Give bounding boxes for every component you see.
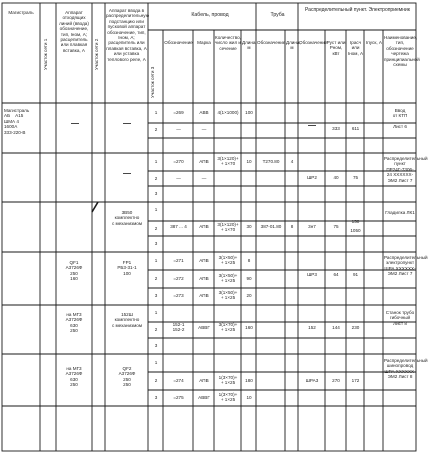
row4c-cable-des: =273 bbox=[173, 293, 184, 298]
row4-cable-cores: 3(1×50)+ + 1×25 bbox=[218, 255, 238, 266]
row4b-cable-cores: 3(1×50)+ + 1×25 bbox=[218, 273, 238, 284]
row3-pipe-des: 387-01.80 bbox=[260, 224, 282, 229]
row2-n2: 2 bbox=[154, 176, 158, 181]
row5-current: 230 bbox=[351, 325, 360, 330]
row6-cable-brand: АПВ bbox=[199, 378, 209, 383]
row6b-cable-brand: АВВГ bbox=[198, 395, 210, 400]
row3-n: 1 bbox=[154, 207, 158, 212]
row5-cable-des: 152-1 152-2 bbox=[172, 322, 185, 333]
row3-cable-length: 30 bbox=[246, 224, 252, 229]
row6-name: Распределительный шинопровод ШРА ХХХХХХ-ЭМ2 Лист 8 bbox=[384, 358, 428, 380]
header-pipe-designation: Обозначение bbox=[257, 40, 286, 45]
header-apparatus-in: Аппарат отходящих линий (ввода) обозначение, тип, Iном, А; расцепитель или плавкая вставка, А bbox=[59, 10, 89, 53]
row2-rec-des: ШР2 bbox=[307, 175, 317, 180]
row4b-cable-brand: АПВ bbox=[199, 276, 209, 281]
row1-current: 611 bbox=[351, 126, 360, 131]
row2-cable-des: =270 bbox=[173, 159, 184, 164]
header-rec-name: Наименование, тип, обозначение чертежа принципиальной схемы bbox=[384, 35, 420, 68]
header-cable-length: Длина, м bbox=[242, 40, 257, 51]
header-cable-group: Кабель, провод bbox=[191, 12, 229, 18]
row1-rec-des: — bbox=[308, 121, 316, 130]
row6-apparatus-in: на МГ3 А3726Ф 630 250 bbox=[65, 366, 83, 388]
row6-n3: 3 bbox=[154, 395, 158, 400]
row6b-cable-des: =275 bbox=[173, 395, 184, 400]
row5-name: Станок трубо гибочный Лист 8 bbox=[385, 310, 415, 326]
row1-n: 1 bbox=[154, 110, 158, 115]
row4-n: 1 bbox=[154, 258, 158, 263]
row4-n2: 2 bbox=[154, 276, 158, 281]
row3-cable-cores: 3(1×120)+ + 1×70 bbox=[217, 222, 239, 233]
row1-cable-cores: 4(1×1000) bbox=[217, 110, 239, 115]
row4c-cable-length: 20 bbox=[246, 293, 252, 298]
row4c-cable-brand: АПВ bbox=[199, 293, 209, 298]
row6-apparatus-start: QF2 А3726Ф 250 250 bbox=[118, 366, 136, 388]
row2-n3: 3 bbox=[154, 191, 158, 196]
row1-name: Ввод от КТП Лист 6 bbox=[392, 108, 408, 130]
header-rec-power: Руст или Рном, кВт bbox=[326, 40, 346, 56]
row6-rec-des: ШРА3 bbox=[305, 378, 319, 383]
row4-name: Распределительный электропункт ШРА ХХХХХХ-ЭМ2 Лист 7 bbox=[384, 255, 428, 277]
header-col-no-3: Участок сети 3 bbox=[150, 66, 155, 98]
row2-name: Распределительный пункт ПР24Г-7306-24 ХХХХХХ-ЭМ2 Лист 7 bbox=[384, 156, 428, 183]
row2-pipe-len: 4 bbox=[290, 159, 294, 164]
row1-apparatus-in: — bbox=[71, 119, 79, 128]
row5-cable-brand: АВВГ bbox=[198, 325, 210, 330]
row3-rec-des: 3н7 bbox=[308, 224, 316, 229]
row4b-cable-des: =272 bbox=[173, 276, 184, 281]
row1-apparatus-start: — bbox=[123, 119, 131, 128]
row4-apparatus-in: QF1 А3726Ф 250 160 bbox=[65, 260, 83, 282]
row6-power: 270 bbox=[332, 378, 340, 383]
header-cable-brand: Марка bbox=[197, 40, 211, 45]
row6b-cable-cores: 1(3×70)+ + 1×25 bbox=[218, 392, 238, 403]
row3-apparatus-start: 3В50 комплектно с механизмом bbox=[111, 210, 143, 226]
row2-n: 1 bbox=[154, 159, 158, 164]
row1-cable-length: 100 bbox=[245, 110, 253, 115]
row5-cable-length: 160 bbox=[245, 325, 253, 330]
row2-cable-cores: 3(1×120)+ + 1×70 bbox=[217, 156, 239, 167]
row5-rec-des: 152 bbox=[308, 325, 316, 330]
row5-n2: 2 bbox=[154, 327, 158, 332]
row3-name: Гладилка ЛК1 bbox=[385, 210, 415, 215]
row2-cable-length: 10 bbox=[246, 159, 252, 164]
row3-power: 75 bbox=[333, 224, 339, 229]
row4-cable-des: =271 bbox=[173, 258, 184, 263]
row2-apparatus-start: — bbox=[123, 169, 131, 178]
row3-n2: 2 bbox=[154, 226, 158, 231]
header-main: Магистраль bbox=[8, 10, 34, 15]
row1b-brand: — bbox=[201, 127, 207, 132]
row4-power: 64 bbox=[333, 272, 339, 277]
row5-n3: 3 bbox=[154, 343, 158, 348]
header-col-no-1: Участок сети 1 bbox=[43, 38, 48, 70]
row6-cable-length: 180 bbox=[245, 378, 253, 383]
row6-n2: 2 bbox=[154, 378, 158, 383]
header-cable-cores: Количество, число жил и сечение bbox=[215, 35, 241, 51]
row5-apparatus-start: 152Ш комплектно с механизмом bbox=[111, 312, 143, 328]
header-pipe-length: Длина, м bbox=[286, 40, 301, 51]
row1-power: 333 bbox=[332, 126, 340, 131]
row4-cable-length: 8 bbox=[247, 258, 251, 263]
row5-power: 144 bbox=[332, 325, 340, 330]
row2-current: 75 bbox=[352, 175, 359, 180]
header-rec-designation: Обозначение bbox=[299, 40, 328, 45]
row4-rec-des: ШР3 bbox=[307, 272, 317, 277]
row1-main: Магистраль АБ А15 ШМА 4 1600А 333-220-В bbox=[4, 108, 30, 135]
row4c-cable-cores: 3(1×50)+ + 1×25 bbox=[218, 290, 238, 301]
header-rec-start-current: Iпуск, А bbox=[366, 40, 382, 45]
row1b-des: — bbox=[176, 127, 181, 132]
row3-cable-brand: АПВ bbox=[199, 224, 209, 229]
row3-cable-des: 387 ... 4 bbox=[170, 224, 187, 229]
header-apparatus-start: Аппарат ввода в распределительную подстанцию или пусковой аппарат обозначение, тип, Iном, А; расцепитель или плавкая вставка, А или уставка теплового реле, А bbox=[106, 8, 150, 62]
row6-n: 1 bbox=[154, 360, 158, 365]
row5-cable-cores: 3(1×70)+ + 1×25 bbox=[218, 322, 238, 333]
row1-cable-brand: АВВ bbox=[199, 110, 209, 115]
header-rec-current: Iрасч или Iном, А bbox=[347, 40, 364, 56]
row5-apparatus-in: на МГ3 А3726Ф 630 250 bbox=[65, 312, 83, 334]
header-receiver-group: Распределительный пункт. Электроприемник bbox=[305, 7, 410, 13]
row5-n: 1 bbox=[154, 310, 158, 315]
row3-n3: 3 bbox=[154, 241, 158, 246]
row4-apparatus-start: FP1 РБ3-31-1 100 bbox=[117, 260, 137, 276]
row4b-cable-length: 90 bbox=[246, 276, 252, 281]
row2b-brand: — bbox=[201, 176, 207, 181]
row6-cable-cores: 1(3×70)+ + 1×25 bbox=[218, 375, 238, 386]
row4-n3: 3 bbox=[154, 293, 158, 298]
header-col-no-2: Участок сети 2 bbox=[94, 38, 99, 70]
header-cable-designation: Обозначение bbox=[164, 40, 193, 45]
row4-current: 91 bbox=[352, 272, 359, 277]
row2-cable-brand: АПВ bbox=[199, 159, 209, 164]
row2-pipe-des: Т270.80 bbox=[262, 159, 280, 164]
row6-current: 172 bbox=[351, 378, 360, 383]
row2-power: 40 bbox=[333, 175, 339, 180]
row1-n2: 2 bbox=[154, 127, 158, 132]
row3-start-current: 1050 bbox=[350, 228, 361, 233]
row6-cable-des: =274 bbox=[173, 378, 184, 383]
row4-cable-brand: АПВ bbox=[199, 258, 209, 263]
row1-cable-des: =269 bbox=[173, 110, 184, 115]
header-pipe-group: Труба bbox=[270, 12, 285, 18]
row2b-des: — bbox=[176, 176, 181, 181]
row6b-cable-length: 10 bbox=[246, 395, 252, 400]
row3-current: 150 bbox=[351, 219, 360, 224]
row3-pipe-len: 8 bbox=[290, 224, 294, 229]
